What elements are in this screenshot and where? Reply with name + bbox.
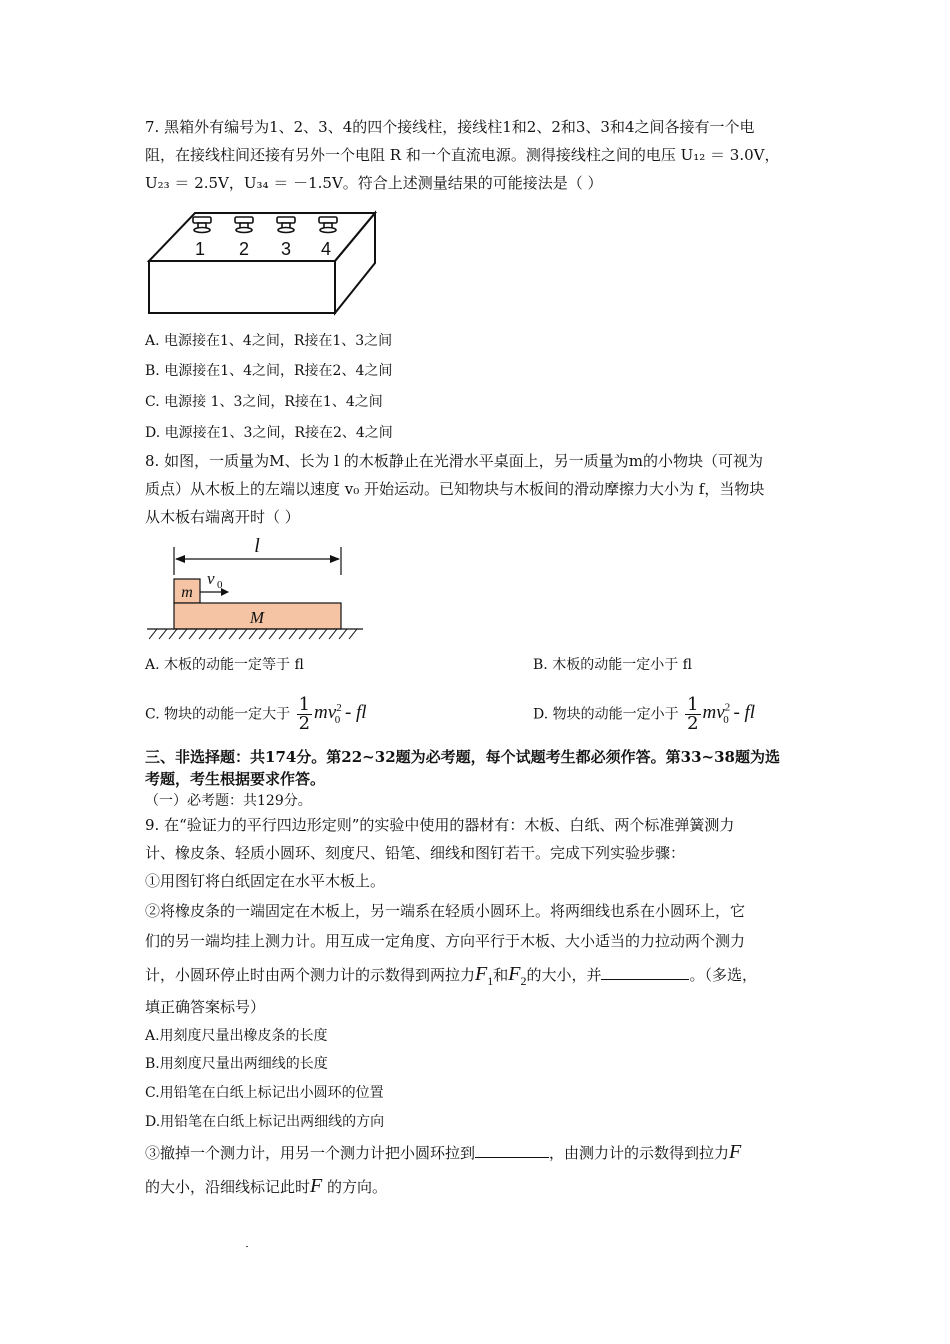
energy-expression: $mv^2_0$ - fl [702,702,756,727]
q9-option-c: C.用铅笔在白纸上标记出小圆环的位置 [145,1085,384,1101]
velocity-label: v [207,569,215,588]
force-f1: $F_1$ [475,963,494,988]
q8-option-b: B. 木板的动能一定小于 fl [533,657,692,673]
answer-blank[interactable] [475,1142,549,1158]
q7-option-d: D. 电源接在1、3之间，R接在2、4之间 [145,425,393,441]
q9-step2-line1: ②将橡皮条的一端固定在木板上，另一端系在轻质小圆环上。将两细线也系在小圆环上，它 [145,902,746,920]
q8-option-d [533,686,755,742]
q7-option-c: C. 电源接 1、3之间，R接在1、4之间 [145,394,383,410]
board-label: M [249,608,265,627]
q7-option-a: A. 电源接在1、4之间，R接在1、3之间 [145,333,393,349]
q8-option-d-text: D. 物块的动能一定小于 [533,706,679,723]
q7-line2: 阻，在接线柱间还接有另外一个电阻 R 和一个直流电源。测得接线柱之间的电压 U₁₂ ＝ 3.0V， [145,146,780,164]
q8-option-c-text: C. 物块的动能一定大于 [145,706,291,723]
q8-option-a: A. 木板的动能一定等于 fl [145,657,304,673]
terminal-label: 4 [320,239,332,259]
terminal-label: 1 [194,239,206,259]
q8-line3: 从木板右端离开时（ ） [145,508,300,526]
velocity-subscript: 0 [217,579,223,591]
answer-blank[interactable] [601,964,689,980]
q9-line2: 计、橡皮条、轻质小圆环、刻度尺、铅笔、细线和图钉若干。完成下列实验步骤： [145,844,686,862]
section3-line1: 三、非选择题：共174分。第22~32题为必考题，每个试题考生都必须作答。第33~38题为选 [145,748,780,766]
q9-step2-line2: 们的另一端均挂上测力计。用互成一定角度、方向平行于木板、大小适当的力拉动两个测力 [145,932,746,950]
q7-option-b: B. 电源接在1、4之间，R接在2、4之间 [145,363,393,379]
section3-line2: 考题，考生根据要求作答。 [145,770,326,788]
page-mark [246,1246,248,1247]
q8-line1: 8. 如图，一质量为M、长为 l 的木板静止在光滑水平桌面上，另一质量为m的小物块（可视为 [145,452,763,470]
terminal-label: 3 [280,239,292,259]
block-label: m [181,584,193,601]
q8-line2: 质点）从木板上的左端以速度 v₀ 开始运动。已知物块与木板间的滑动摩擦力大小为 f，当物块 [145,480,765,498]
q9-option-d: D.用铅笔在白纸上标记出两细线的方向 [145,1114,385,1130]
q9-step2-line4: 填正确答案标号） [145,998,266,1016]
black-box-figure [145,205,380,317]
q9-step1: ①用图钉将白纸固定在水平木板上。 [145,872,386,890]
q9-option-a: A.用刻度尺量出橡皮条的长度 [145,1028,328,1044]
q9-option-b: B.用刻度尺量出两细线的长度 [145,1056,328,1072]
length-label: l [254,535,260,557]
q9-step3-line1: ③撤掉一个测力计，用另一个测力计把小圆环拉到 ，由测力计的示数得到拉力F [145,1141,742,1163]
q8-option-c [145,686,367,742]
q7-line1: 7. 黑箱外有编号为1、2、3、4的四个接线柱，接线柱1和2、2和3、3和4之间各接有一个电 [145,118,755,136]
q9-line1: 9. 在“验证力的平行四边形定则”的实验中使用的器材有：木板、白纸、两个标准弹簧测力 [145,816,735,834]
q9-step2-line3: 计，小圆环停止时由两个测力计的示数得到两拉力$F_1$和$F_2$的大小，并 。（多选， [145,963,757,988]
section3-subheading: （一）必考题：共129分。 [145,793,312,809]
force-f2: $F_2$ [508,963,527,988]
board-block-figure [145,535,365,647]
q7-line3: U₂₃ ＝ 2.5V，U₃₄ ＝ －1.5V。符合上述测量结果的可能接法是（ ） [145,174,603,192]
energy-expression: $mv^2_0$ - fl [314,702,367,727]
force-f: F [729,1141,742,1163]
q9-step3-line2: 的大小，沿细线标记此时F 的方向。 [145,1175,388,1197]
fraction: $\frac{1}{2}$ [687,693,699,734]
terminal-label: 2 [238,239,250,259]
force-f: F [310,1175,323,1197]
fraction: $\frac{1}{2}$ [298,693,311,734]
